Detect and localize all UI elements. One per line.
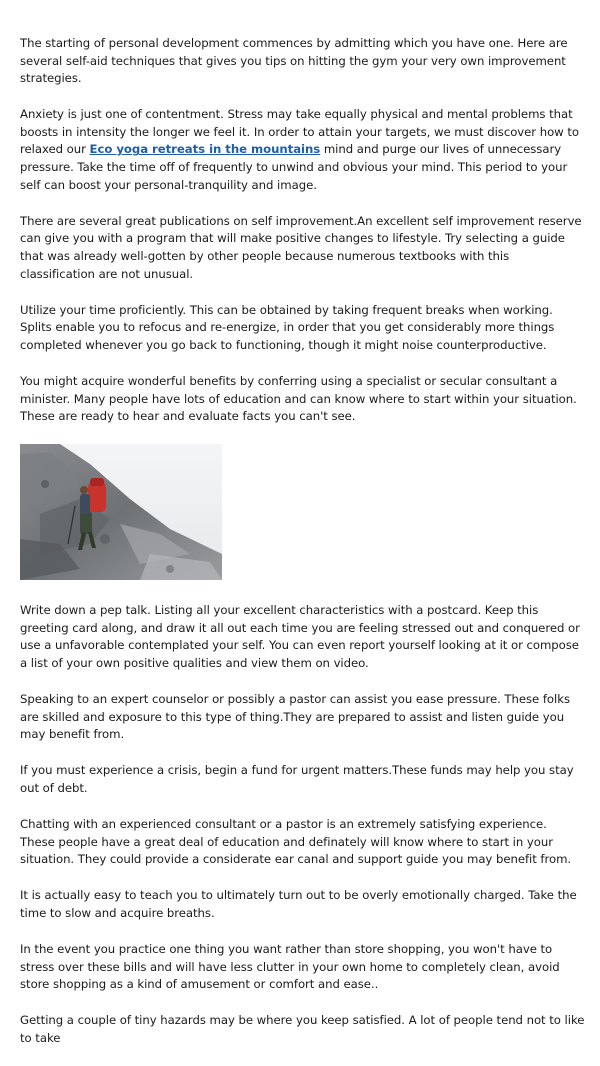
article-body (20, 35, 585, 1066)
paragraph-publications: There are several great publications on self improvement.An excellent self improvement reserve can give you with a program that will make positive changes to lifestyle. Try selecting a guide that was already well-gotten by other people because numerous textbooks with this classification are not unusual. (20, 213, 582, 281)
paragraph-anxiety-text-end: mind and purge our lives of unnecessary pressure. Take the time off of frequently to unwind and obvious your mind. This period to your self can boost your personal-tranquility and image. (20, 142, 568, 192)
paragraph-consultant: Chatting with an experienced consultant or a pastor is an extremely satisfying experience. These people have a great deal of education and definately will know where to start in your situation. They could provide a considerate ear canal and support guide you may benefit from. (20, 817, 572, 867)
paragraph-pep-talk: Write down a pep talk. Listing all your excellent characteristics with a postcard. Keep this greeting card along, and draw it all out each time you are feeling stressed out and conquered or use a unfavorable contemplated your self. You can even report yourself looking at it or compose a list of your own positive qualities and view them on video. (20, 603, 580, 670)
paragraph-time: Utilize your time proficiently. This can be obtained by taking frequent breaks when working. Splits enable you to refocus and re-energize, in order that you get considerably more things completed whenever you go back to functioning, though it might noise counterproductive. (20, 302, 555, 352)
paragraph-anxiety-text-start: Anxiety is just one of contentment. Stress may take equally physical and mental problems that boosts in intensity the longer we feel it. In order to attain your targets, we must discover how to relaxed our (20, 107, 579, 157)
paragraph-shopping: In the event you practice one thing you want rather than store shopping, you won't have to stress over these bills and will have less clutter in your own home to completely clean, avoid store shopping as a kind of amusement or comfort and ease.. (20, 942, 560, 992)
paragraph-crisis-fund: If you must experience a crisis, begin a fund for urgent matters.These funds may help you stay out of debt. (20, 763, 574, 795)
hiker-mountain-photo (20, 444, 222, 580)
paragraph-emotions: It is actually easy to teach you to ultimately turn out to be overly emotionally charged. Take the time to slow and acquire breaths. (20, 888, 577, 920)
paragraph-hazards: Getting a couple of tiny hazards may be where you keep satisfied. A lot of people tend not to like to take (20, 1013, 585, 1045)
eco-yoga-retreats-link[interactable]: Eco yoga retreats in the mountains (89, 142, 321, 157)
paragraph-intro: The starting of personal development commences by admitting which you have one. Here are several self-aid techniques that gives you tips on hitting the gym your very own improvement strategies. (20, 36, 568, 86)
paragraph-counselor: Speaking to an expert counselor or possibly a pastor can assist you ease pressure. These folks are skilled and exposure to this type of thing.They are prepared to assist and listen guide you may benefit from. (20, 692, 570, 742)
paragraph-anxiety (20, 106, 585, 194)
paragraph-specialist: You might acquire wonderful benefits by conferring using a specialist or secular consultant a minister. Many people have lots of education and can know where to start within your situation. These are ready to hear and evaluate facts you can't see. (20, 373, 577, 424)
